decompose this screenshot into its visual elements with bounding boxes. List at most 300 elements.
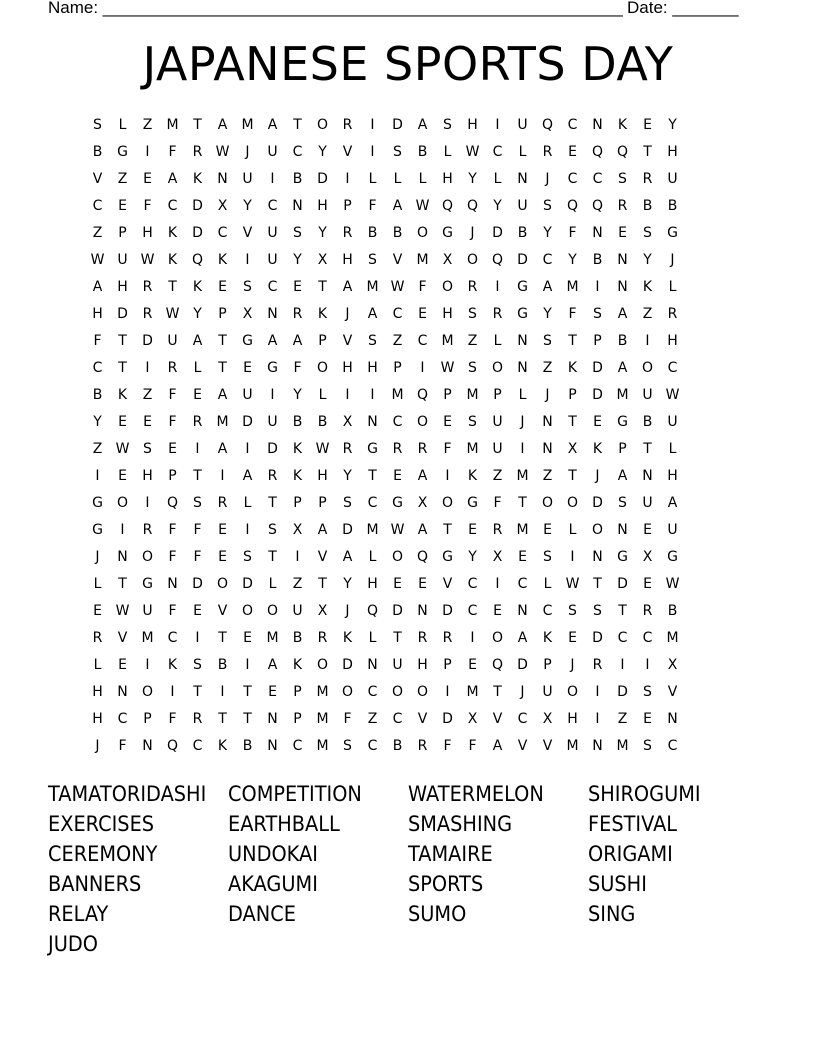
- grid-cell[interactable]: E: [193, 386, 202, 403]
- grid-cell[interactable]: I: [195, 440, 200, 457]
- grid-cell[interactable]: O: [416, 683, 429, 700]
- grid-cell[interactable]: R: [642, 170, 653, 187]
- grid-cell[interactable]: A: [617, 467, 628, 484]
- grid-cell[interactable]: D: [342, 521, 353, 538]
- grid-cell[interactable]: A: [167, 170, 178, 187]
- grid-cell[interactable]: A: [517, 629, 528, 646]
- grid-cell[interactable]: F: [343, 710, 352, 727]
- grid-cell[interactable]: C: [467, 602, 478, 619]
- grid-cell[interactable]: T: [218, 710, 227, 727]
- grid-cell[interactable]: T: [643, 143, 652, 160]
- grid-cell[interactable]: Q: [541, 116, 554, 133]
- grid-cell[interactable]: D: [267, 440, 278, 457]
- grid-cell[interactable]: S: [393, 143, 402, 160]
- grid-cell[interactable]: B: [217, 656, 228, 673]
- grid-cell[interactable]: E: [568, 629, 577, 646]
- grid-cell[interactable]: I: [195, 629, 200, 646]
- grid-cell[interactable]: N: [267, 305, 278, 322]
- grid-cell[interactable]: I: [245, 656, 250, 673]
- grid-cell[interactable]: U: [517, 116, 528, 133]
- grid-cell[interactable]: T: [118, 359, 127, 376]
- grid-cell[interactable]: I: [245, 251, 250, 268]
- grid-cell[interactable]: X: [342, 413, 353, 430]
- grid-cell[interactable]: I: [620, 656, 625, 673]
- grid-cell[interactable]: D: [242, 413, 253, 430]
- grid-cell[interactable]: P: [143, 710, 152, 727]
- grid-cell[interactable]: M: [566, 278, 579, 295]
- grid-cell[interactable]: I: [445, 683, 450, 700]
- grid-cell[interactable]: I: [95, 467, 100, 484]
- grid-cell[interactable]: T: [568, 332, 577, 349]
- grid-cell[interactable]: K: [292, 467, 303, 484]
- grid-cell[interactable]: G: [667, 224, 678, 241]
- grid-cell[interactable]: I: [595, 278, 600, 295]
- grid-cell[interactable]: W: [390, 521, 405, 538]
- grid-cell[interactable]: N: [417, 602, 428, 619]
- grid-cell[interactable]: O: [591, 521, 604, 538]
- grid-cell[interactable]: C: [517, 710, 528, 727]
- grid-cell[interactable]: Y: [668, 116, 677, 133]
- grid-cell[interactable]: E: [468, 656, 477, 673]
- grid-cell[interactable]: B: [292, 170, 303, 187]
- grid-cell[interactable]: L: [668, 440, 677, 457]
- grid-cell[interactable]: Z: [542, 467, 553, 484]
- grid-cell[interactable]: D: [242, 575, 253, 592]
- grid-cell[interactable]: C: [392, 305, 403, 322]
- grid-cell[interactable]: P: [593, 332, 602, 349]
- grid-cell[interactable]: Y: [493, 197, 502, 214]
- grid-cell[interactable]: N: [592, 116, 603, 133]
- grid-cell[interactable]: P: [118, 224, 127, 241]
- grid-cell[interactable]: G: [617, 548, 628, 565]
- grid-cell[interactable]: T: [268, 494, 277, 511]
- grid-cell[interactable]: G: [117, 143, 128, 160]
- grid-cell[interactable]: O: [466, 251, 479, 268]
- grid-cell[interactable]: T: [243, 683, 252, 700]
- grid-cell[interactable]: M: [566, 737, 579, 754]
- grid-cell[interactable]: N: [592, 548, 603, 565]
- grid-cell[interactable]: B: [517, 224, 528, 241]
- grid-cell[interactable]: Y: [93, 413, 102, 430]
- grid-cell[interactable]: W: [115, 602, 130, 619]
- grid-cell[interactable]: E: [518, 548, 527, 565]
- grid-cell[interactable]: D: [192, 575, 203, 592]
- grid-cell[interactable]: C: [192, 737, 203, 754]
- grid-cell[interactable]: N: [667, 710, 678, 727]
- grid-cell[interactable]: E: [118, 656, 127, 673]
- grid-cell[interactable]: U: [392, 656, 403, 673]
- grid-cell[interactable]: N: [542, 440, 553, 457]
- grid-cell[interactable]: T: [243, 710, 252, 727]
- grid-cell[interactable]: E: [643, 521, 652, 538]
- grid-cell[interactable]: E: [393, 575, 402, 592]
- grid-cell[interactable]: R: [492, 521, 503, 538]
- grid-cell[interactable]: F: [168, 521, 177, 538]
- grid-cell[interactable]: E: [568, 143, 577, 160]
- grid-cell[interactable]: V: [442, 575, 453, 592]
- grid-cell[interactable]: C: [567, 170, 578, 187]
- grid-cell[interactable]: U: [517, 197, 528, 214]
- grid-cell[interactable]: D: [592, 494, 603, 511]
- grid-cell[interactable]: O: [441, 278, 454, 295]
- grid-cell[interactable]: E: [243, 629, 252, 646]
- grid-cell[interactable]: Z: [92, 440, 103, 457]
- grid-cell[interactable]: A: [617, 359, 628, 376]
- grid-cell[interactable]: L: [368, 170, 377, 187]
- grid-cell[interactable]: C: [517, 575, 528, 592]
- grid-cell[interactable]: L: [568, 521, 577, 538]
- grid-cell[interactable]: T: [443, 521, 452, 538]
- grid-cell[interactable]: E: [593, 413, 602, 430]
- grid-cell[interactable]: K: [592, 440, 603, 457]
- grid-cell[interactable]: M: [316, 683, 329, 700]
- grid-cell[interactable]: C: [167, 629, 178, 646]
- grid-cell[interactable]: M: [441, 332, 454, 349]
- grid-cell[interactable]: L: [193, 359, 202, 376]
- grid-cell[interactable]: O: [491, 359, 504, 376]
- grid-cell[interactable]: Y: [643, 251, 652, 268]
- grid-cell[interactable]: L: [518, 143, 527, 160]
- grid-cell[interactable]: S: [618, 494, 627, 511]
- grid-cell[interactable]: I: [220, 683, 225, 700]
- grid-cell[interactable]: S: [93, 116, 102, 133]
- grid-cell[interactable]: L: [93, 656, 102, 673]
- grid-cell[interactable]: Z: [392, 332, 403, 349]
- grid-cell[interactable]: K: [342, 629, 353, 646]
- grid-cell[interactable]: K: [292, 656, 303, 673]
- grid-cell[interactable]: E: [143, 170, 152, 187]
- grid-cell[interactable]: A: [342, 548, 353, 565]
- grid-cell[interactable]: N: [517, 170, 528, 187]
- grid-cell[interactable]: I: [120, 521, 125, 538]
- grid-cell[interactable]: W: [415, 197, 430, 214]
- grid-cell[interactable]: C: [592, 170, 603, 187]
- grid-cell[interactable]: V: [392, 251, 403, 268]
- grid-cell[interactable]: M: [466, 386, 479, 403]
- grid-cell[interactable]: I: [370, 386, 375, 403]
- grid-cell[interactable]: H: [342, 251, 353, 268]
- grid-cell[interactable]: D: [317, 170, 328, 187]
- grid-cell[interactable]: V: [317, 548, 328, 565]
- grid-cell[interactable]: R: [142, 521, 153, 538]
- grid-cell[interactable]: K: [167, 251, 178, 268]
- grid-cell[interactable]: I: [570, 548, 575, 565]
- grid-cell[interactable]: D: [442, 710, 453, 727]
- grid-cell[interactable]: I: [595, 710, 600, 727]
- grid-cell[interactable]: M: [241, 116, 254, 133]
- grid-cell[interactable]: S: [243, 548, 252, 565]
- grid-cell[interactable]: Q: [191, 251, 204, 268]
- grid-cell[interactable]: W: [465, 143, 480, 160]
- grid-cell[interactable]: P: [293, 494, 302, 511]
- name-field-label[interactable]: Name: _______________________________________________________: [48, 0, 623, 17]
- grid-cell[interactable]: B: [92, 143, 103, 160]
- grid-cell[interactable]: C: [492, 143, 503, 160]
- grid-cell[interactable]: R: [192, 413, 203, 430]
- grid-cell[interactable]: M: [266, 629, 279, 646]
- grid-cell[interactable]: M: [391, 386, 404, 403]
- grid-cell[interactable]: D: [592, 629, 603, 646]
- grid-cell[interactable]: T: [118, 332, 127, 349]
- grid-cell[interactable]: F: [143, 197, 152, 214]
- grid-cell[interactable]: X: [567, 440, 578, 457]
- grid-cell[interactable]: R: [142, 305, 153, 322]
- grid-cell[interactable]: E: [418, 305, 427, 322]
- grid-cell[interactable]: U: [167, 332, 178, 349]
- grid-cell[interactable]: L: [368, 548, 377, 565]
- grid-cell[interactable]: C: [267, 278, 278, 295]
- grid-cell[interactable]: Y: [318, 143, 327, 160]
- grid-cell[interactable]: Q: [416, 548, 429, 565]
- grid-cell[interactable]: O: [316, 359, 329, 376]
- grid-cell[interactable]: E: [268, 683, 277, 700]
- grid-cell[interactable]: P: [443, 386, 452, 403]
- grid-cell[interactable]: B: [292, 413, 303, 430]
- grid-cell[interactable]: A: [267, 656, 278, 673]
- grid-cell[interactable]: W: [665, 575, 680, 592]
- grid-cell[interactable]: G: [467, 494, 478, 511]
- grid-cell[interactable]: W: [215, 143, 230, 160]
- grid-cell[interactable]: E: [193, 602, 202, 619]
- grid-cell[interactable]: H: [417, 656, 428, 673]
- grid-cell[interactable]: R: [592, 656, 603, 673]
- grid-cell[interactable]: H: [92, 683, 103, 700]
- grid-cell[interactable]: Y: [568, 251, 577, 268]
- grid-cell[interactable]: O: [141, 548, 154, 565]
- grid-cell[interactable]: N: [367, 413, 378, 430]
- grid-cell[interactable]: M: [141, 629, 154, 646]
- grid-cell[interactable]: I: [295, 548, 300, 565]
- grid-cell[interactable]: E: [643, 116, 652, 133]
- grid-cell[interactable]: B: [592, 251, 603, 268]
- letter-grid[interactable]: [85, 111, 685, 759]
- grid-cell[interactable]: T: [368, 467, 377, 484]
- grid-cell[interactable]: S: [193, 656, 202, 673]
- grid-cell[interactable]: X: [217, 197, 228, 214]
- grid-cell[interactable]: N: [117, 683, 128, 700]
- grid-cell[interactable]: H: [342, 359, 353, 376]
- grid-cell[interactable]: C: [367, 683, 378, 700]
- grid-cell[interactable]: Q: [441, 197, 454, 214]
- grid-cell[interactable]: G: [142, 575, 153, 592]
- grid-cell[interactable]: U: [492, 413, 503, 430]
- grid-cell[interactable]: T: [218, 359, 227, 376]
- grid-cell[interactable]: M: [366, 521, 379, 538]
- grid-cell[interactable]: D: [392, 602, 403, 619]
- grid-cell[interactable]: M: [216, 413, 229, 430]
- grid-cell[interactable]: Q: [591, 197, 604, 214]
- grid-cell[interactable]: J: [470, 224, 475, 241]
- grid-cell[interactable]: D: [342, 656, 353, 673]
- grid-cell[interactable]: T: [568, 467, 577, 484]
- grid-cell[interactable]: A: [92, 278, 103, 295]
- grid-cell[interactable]: C: [667, 737, 678, 754]
- grid-cell[interactable]: S: [568, 602, 577, 619]
- grid-cell[interactable]: N: [167, 575, 178, 592]
- grid-cell[interactable]: B: [417, 143, 428, 160]
- grid-cell[interactable]: L: [268, 575, 277, 592]
- grid-cell[interactable]: P: [493, 386, 502, 403]
- grid-cell[interactable]: K: [292, 440, 303, 457]
- grid-cell[interactable]: K: [167, 656, 178, 673]
- grid-cell[interactable]: U: [267, 143, 278, 160]
- grid-cell[interactable]: I: [470, 629, 475, 646]
- grid-cell[interactable]: P: [293, 710, 302, 727]
- grid-cell[interactable]: Z: [367, 710, 378, 727]
- grid-cell[interactable]: I: [345, 170, 350, 187]
- grid-cell[interactable]: A: [342, 278, 353, 295]
- grid-cell[interactable]: F: [93, 332, 102, 349]
- grid-cell[interactable]: Z: [492, 467, 503, 484]
- grid-cell[interactable]: B: [667, 602, 678, 619]
- grid-cell[interactable]: S: [618, 170, 627, 187]
- grid-cell[interactable]: B: [292, 629, 303, 646]
- grid-cell[interactable]: O: [391, 548, 404, 565]
- grid-cell[interactable]: P: [318, 494, 327, 511]
- grid-cell[interactable]: E: [93, 602, 102, 619]
- grid-cell[interactable]: I: [145, 359, 150, 376]
- grid-cell[interactable]: R: [342, 440, 353, 457]
- grid-cell[interactable]: G: [667, 548, 678, 565]
- grid-cell[interactable]: L: [118, 116, 127, 133]
- grid-cell[interactable]: V: [117, 629, 128, 646]
- grid-cell[interactable]: R: [467, 278, 478, 295]
- grid-cell[interactable]: C: [542, 602, 553, 619]
- grid-cell[interactable]: X: [667, 656, 678, 673]
- grid-cell[interactable]: N: [517, 602, 528, 619]
- grid-cell[interactable]: U: [117, 251, 128, 268]
- grid-cell[interactable]: M: [616, 386, 629, 403]
- grid-cell[interactable]: T: [218, 629, 227, 646]
- grid-cell[interactable]: I: [645, 332, 650, 349]
- grid-cell[interactable]: Q: [591, 143, 604, 160]
- grid-cell[interactable]: W: [165, 305, 180, 322]
- grid-cell[interactable]: F: [443, 440, 452, 457]
- grid-cell[interactable]: N: [517, 359, 528, 376]
- grid-cell[interactable]: T: [643, 440, 652, 457]
- grid-cell[interactable]: E: [218, 548, 227, 565]
- grid-cell[interactable]: M: [466, 683, 479, 700]
- grid-cell[interactable]: K: [167, 224, 178, 241]
- grid-cell[interactable]: L: [543, 575, 552, 592]
- grid-cell[interactable]: K: [217, 737, 228, 754]
- grid-cell[interactable]: R: [642, 602, 653, 619]
- grid-cell[interactable]: V: [417, 710, 428, 727]
- grid-cell[interactable]: U: [492, 440, 503, 457]
- grid-cell[interactable]: A: [192, 332, 203, 349]
- grid-cell[interactable]: C: [92, 197, 103, 214]
- grid-cell[interactable]: G: [367, 440, 378, 457]
- grid-cell[interactable]: E: [443, 413, 452, 430]
- grid-cell[interactable]: X: [642, 548, 653, 565]
- grid-cell[interactable]: Y: [293, 251, 302, 268]
- grid-cell[interactable]: Y: [343, 575, 352, 592]
- grid-cell[interactable]: M: [416, 251, 429, 268]
- grid-cell[interactable]: Y: [293, 386, 302, 403]
- grid-cell[interactable]: H: [92, 710, 103, 727]
- grid-cell[interactable]: Z: [542, 359, 553, 376]
- grid-cell[interactable]: H: [317, 467, 328, 484]
- grid-cell[interactable]: U: [267, 224, 278, 241]
- grid-cell[interactable]: B: [642, 197, 653, 214]
- grid-cell[interactable]: V: [342, 143, 353, 160]
- grid-cell[interactable]: A: [417, 467, 428, 484]
- grid-cell[interactable]: B: [242, 737, 253, 754]
- grid-cell[interactable]: B: [642, 413, 653, 430]
- grid-cell[interactable]: E: [393, 467, 402, 484]
- grid-cell[interactable]: A: [217, 440, 228, 457]
- grid-cell[interactable]: A: [617, 305, 628, 322]
- grid-cell[interactable]: F: [168, 386, 177, 403]
- grid-cell[interactable]: S: [193, 494, 202, 511]
- grid-cell[interactable]: U: [267, 251, 278, 268]
- grid-cell[interactable]: J: [95, 548, 100, 565]
- grid-cell[interactable]: A: [492, 737, 503, 754]
- grid-cell[interactable]: R: [317, 629, 328, 646]
- grid-cell[interactable]: V: [342, 332, 353, 349]
- grid-cell[interactable]: B: [392, 224, 403, 241]
- grid-cell[interactable]: A: [267, 332, 278, 349]
- grid-cell[interactable]: K: [542, 629, 553, 646]
- grid-cell[interactable]: O: [141, 683, 154, 700]
- grid-cell[interactable]: H: [367, 575, 378, 592]
- grid-cell[interactable]: Y: [193, 305, 202, 322]
- grid-cell[interactable]: J: [545, 386, 550, 403]
- grid-cell[interactable]: P: [618, 440, 627, 457]
- grid-cell[interactable]: F: [193, 521, 202, 538]
- grid-cell[interactable]: M: [316, 710, 329, 727]
- grid-cell[interactable]: H: [317, 197, 328, 214]
- grid-cell[interactable]: I: [245, 521, 250, 538]
- grid-cell[interactable]: O: [416, 224, 429, 241]
- grid-cell[interactable]: U: [542, 683, 553, 700]
- grid-cell[interactable]: E: [218, 521, 227, 538]
- grid-cell[interactable]: L: [668, 278, 677, 295]
- grid-cell[interactable]: Z: [142, 116, 153, 133]
- grid-cell[interactable]: H: [367, 359, 378, 376]
- grid-cell[interactable]: N: [542, 413, 553, 430]
- grid-cell[interactable]: I: [495, 278, 500, 295]
- grid-cell[interactable]: C: [617, 629, 628, 646]
- grid-cell[interactable]: U: [667, 170, 678, 187]
- grid-cell[interactable]: S: [643, 224, 652, 241]
- grid-cell[interactable]: C: [267, 197, 278, 214]
- grid-cell[interactable]: I: [220, 467, 225, 484]
- grid-cell[interactable]: E: [643, 710, 652, 727]
- grid-cell[interactable]: O: [391, 683, 404, 700]
- grid-cell[interactable]: L: [393, 170, 402, 187]
- grid-cell[interactable]: H: [667, 143, 678, 160]
- grid-cell[interactable]: D: [517, 251, 528, 268]
- grid-cell[interactable]: R: [92, 629, 103, 646]
- grid-cell[interactable]: C: [467, 575, 478, 592]
- grid-cell[interactable]: H: [667, 467, 678, 484]
- grid-cell[interactable]: Y: [543, 305, 552, 322]
- grid-cell[interactable]: M: [516, 521, 529, 538]
- grid-cell[interactable]: W: [440, 359, 455, 376]
- grid-cell[interactable]: K: [217, 251, 228, 268]
- grid-cell[interactable]: H: [92, 305, 103, 322]
- grid-cell[interactable]: K: [192, 278, 203, 295]
- grid-cell[interactable]: A: [217, 386, 228, 403]
- grid-cell[interactable]: K: [317, 305, 328, 322]
- grid-cell[interactable]: P: [393, 359, 402, 376]
- grid-cell[interactable]: E: [618, 224, 627, 241]
- grid-cell[interactable]: N: [642, 467, 653, 484]
- grid-cell[interactable]: N: [367, 656, 378, 673]
- grid-cell[interactable]: D: [592, 359, 603, 376]
- grid-cell[interactable]: B: [367, 224, 378, 241]
